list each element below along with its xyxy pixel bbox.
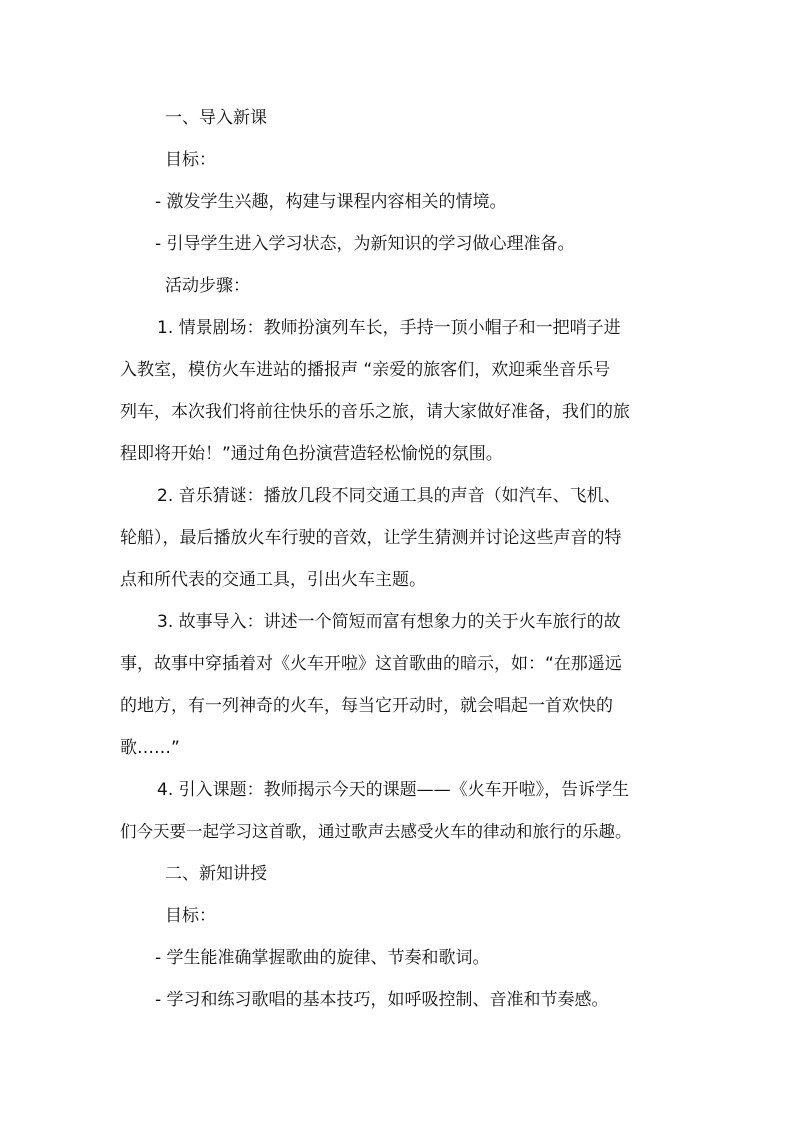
- step-2-line: 轮船），最后播放火车行驶的音效，让学生猜测并讨论这些声音的特: [120, 528, 622, 548]
- step-1-line: 程即将开始！”通过角色扮演营造轻松愉悦的氛围。: [120, 444, 503, 464]
- step-3-line: 事，故事中穿插着对《火车开啦》这首歌曲的暗示，如：“在那遥远: [120, 654, 622, 674]
- section-1-goal-label: 目标：: [165, 150, 216, 170]
- section-1-heading: 一、导入新课: [165, 108, 267, 128]
- step-1-line: 列车，本次我们将前往快乐的音乐之旅，请大家做好准备，我们的旅: [120, 402, 630, 422]
- section-1-goal-item: - 激发学生兴趣，构建与课程内容相关的情境。: [155, 192, 507, 212]
- section-1-steps-label: 活动步骤：: [165, 276, 250, 296]
- section-2-heading: 二、新知讲授: [165, 864, 267, 884]
- step-1-line: 入教室，模仿火车进站的播报声 “亲爱的旅客们，欢迎乘坐音乐号: [120, 360, 611, 380]
- step-4-line: 们今天要一起学习这首歌，通过歌声去感受火车的律动和旅行的乐趣。: [120, 822, 632, 841]
- step-4-line: 4. 引入课题：教师揭示今天的课题——《火车开啦》，告诉学生: [157, 780, 630, 800]
- step-1-line: 1. 情景剧场：教师扮演列车长，手持一顶小帽子和一把哨子进: [157, 318, 621, 338]
- step-2-line: 2. 音乐猜谜：播放几段不同交通工具的声音（如汽车、飞机、: [157, 486, 621, 506]
- step-2-line: 点和所代表的交通工具，引出火车主题。: [120, 570, 426, 590]
- step-3-line: 歌……”: [120, 738, 180, 758]
- section-2-goal-item: - 学习和练习歌唱的基本技巧，如呼吸控制、音准和节奏感。: [155, 990, 609, 1010]
- step-3-line: 的地方，有一列神奇的火车，每当它开动时，就会唱起一首欢快的: [120, 696, 613, 716]
- section-2-goal-item: - 学生能准确掌握歌曲的旋律、节奏和歌词。: [155, 948, 490, 968]
- section-1-goal-item: - 引导学生进入学习状态，为新知识的学习做心理准备。: [155, 234, 575, 254]
- section-2-goal-label: 目标：: [165, 906, 216, 926]
- step-3-line: 3. 故事导入：讲述一个简短而富有想象力的关于火车旅行的故: [157, 612, 621, 632]
